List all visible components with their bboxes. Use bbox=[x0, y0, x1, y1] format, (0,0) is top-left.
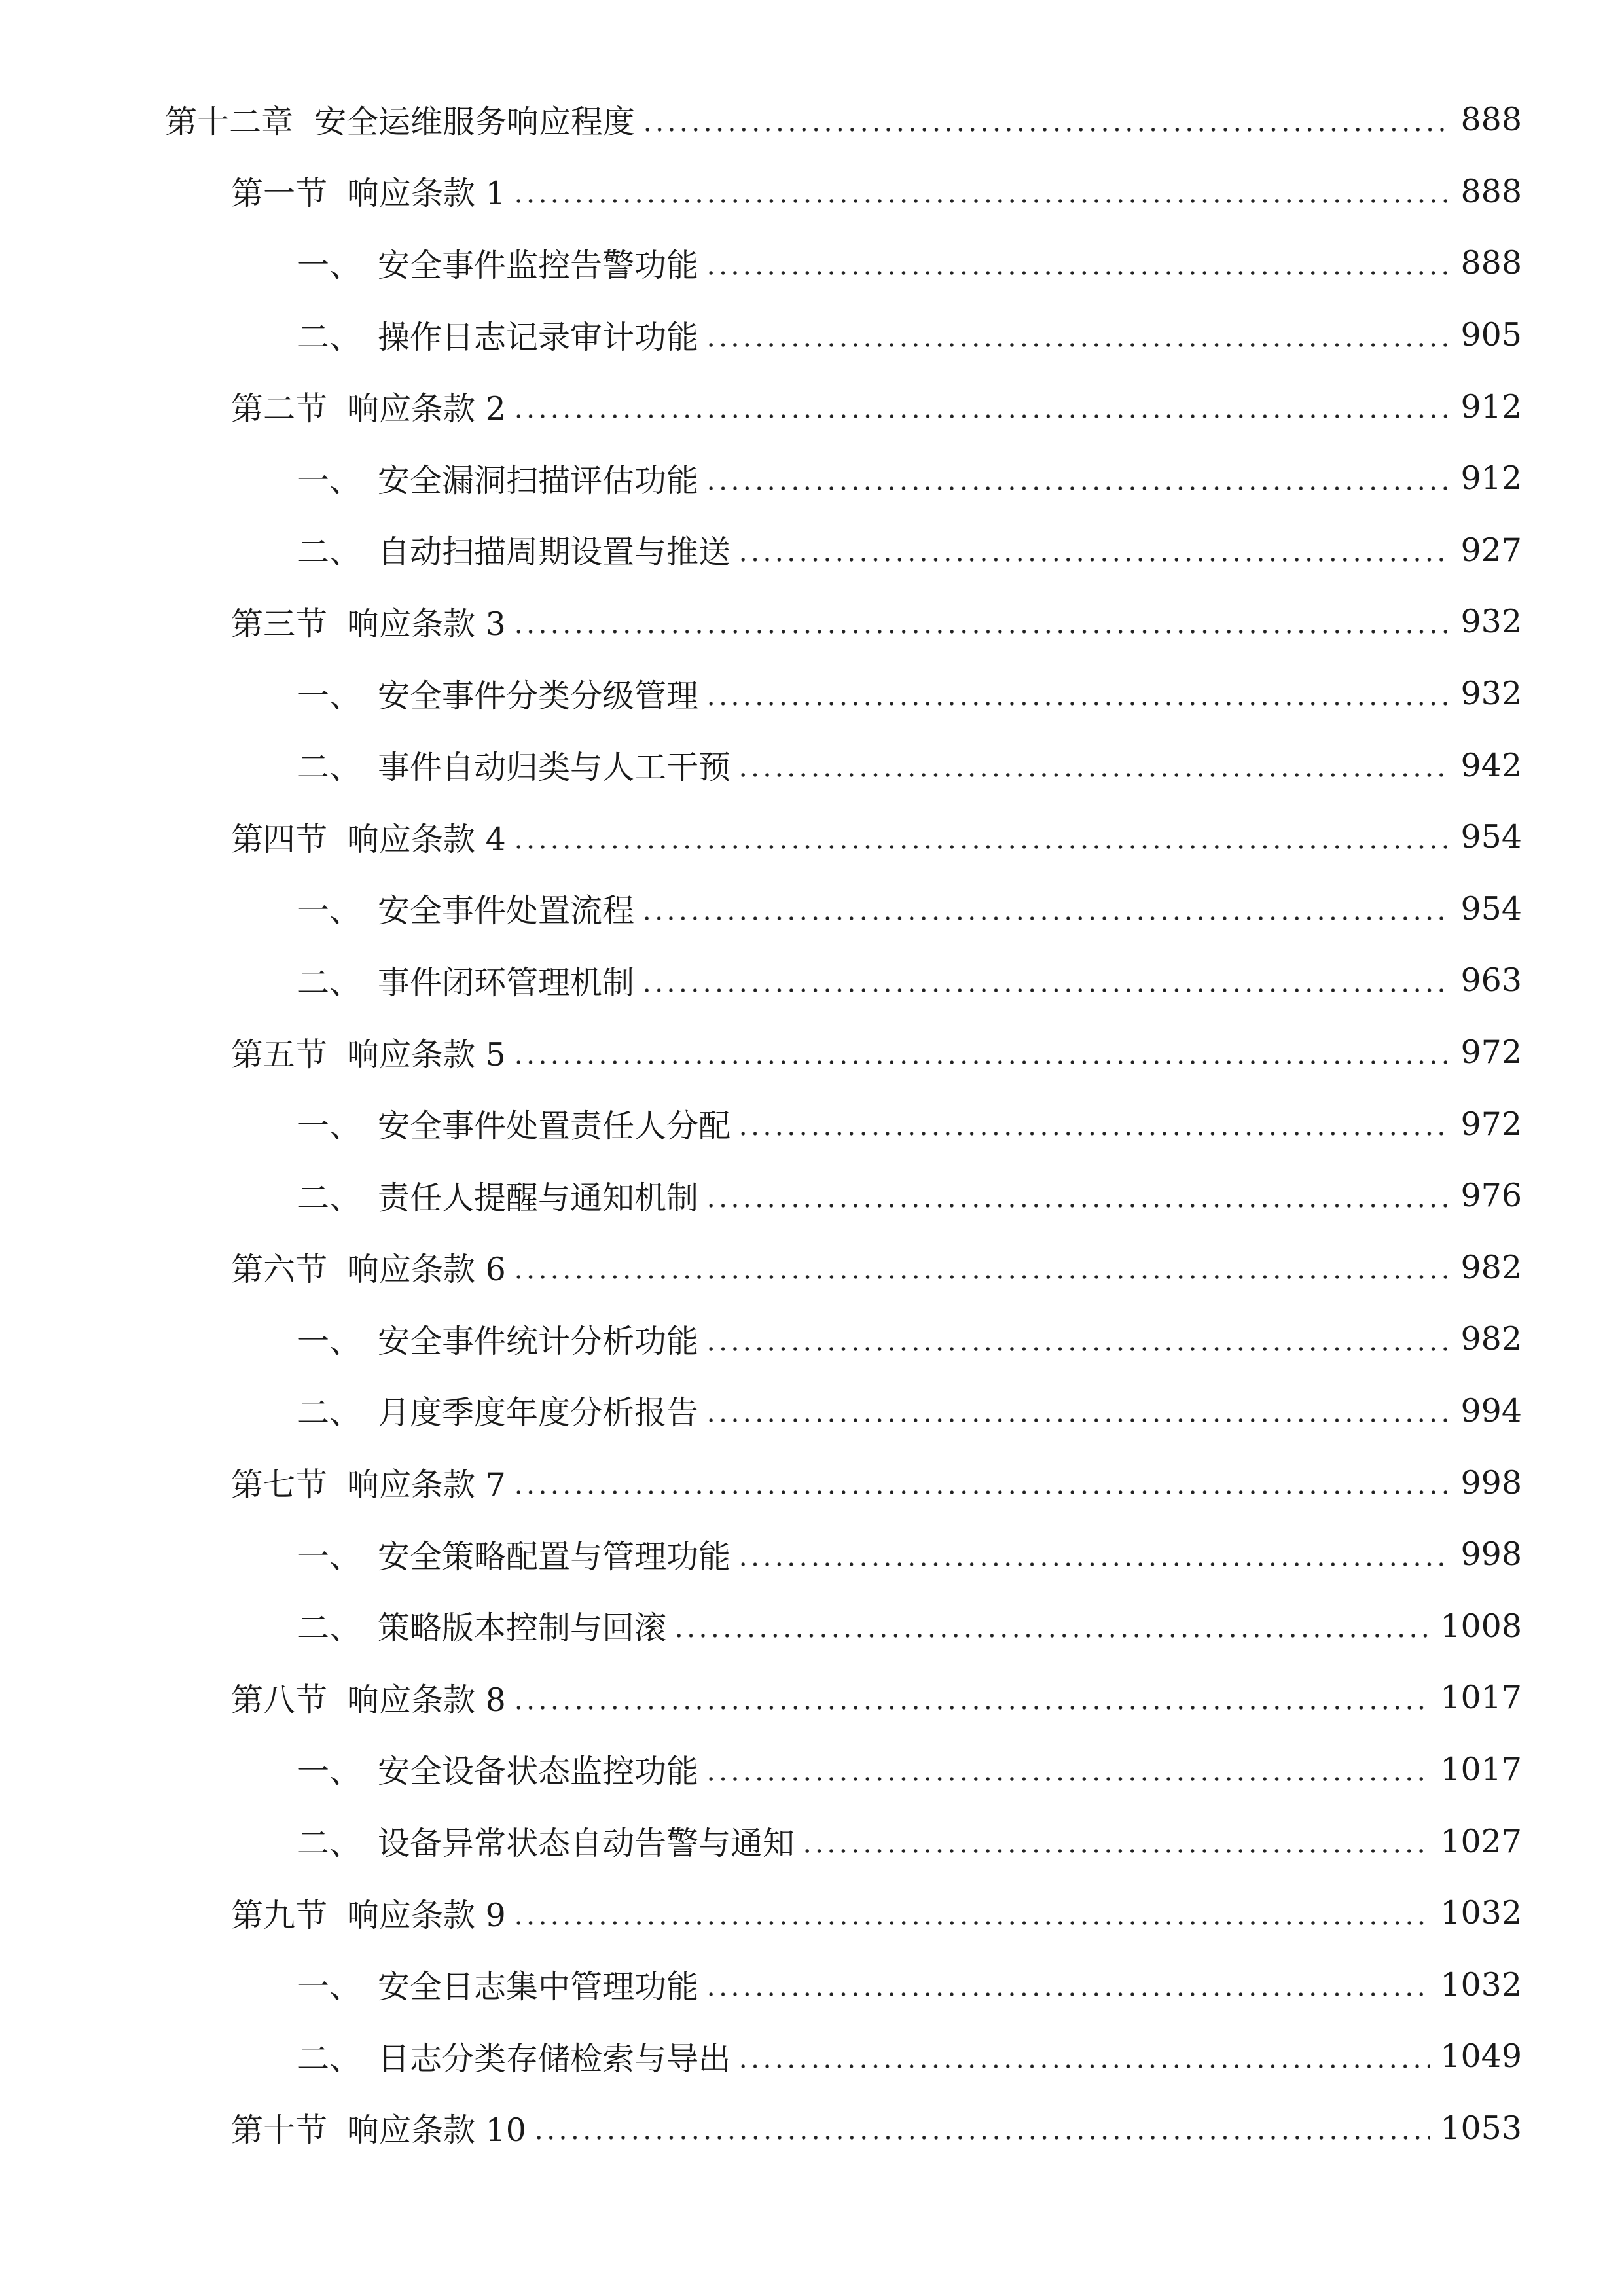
page-number: 932 bbox=[1460, 675, 1522, 713]
toc-section-entry[interactable] bbox=[0, 586, 1624, 658]
page-number: 982 bbox=[1460, 1248, 1522, 1286]
item-number: 二、 bbox=[297, 533, 362, 571]
page-number: 1017 bbox=[1440, 1750, 1522, 1788]
dot-leader bbox=[513, 1490, 1451, 1495]
item-number: 一、 bbox=[297, 1322, 362, 1360]
toc-section-entry[interactable] bbox=[0, 1016, 1624, 1088]
section-title: 响应条款 8 bbox=[347, 1681, 506, 1719]
item-title: 自动扫描周期设置与推送 bbox=[378, 533, 731, 571]
item-title: 安全事件统计分析功能 bbox=[378, 1322, 699, 1360]
toc-item-entry[interactable] bbox=[0, 299, 1624, 371]
item-title: 安全策略配置与管理功能 bbox=[378, 1537, 731, 1575]
toc-item-entry[interactable] bbox=[0, 442, 1624, 514]
page-number: 888 bbox=[1460, 244, 1522, 282]
page-number: 1008 bbox=[1440, 1607, 1522, 1645]
item-title: 事件自动归类与人工干预 bbox=[378, 749, 731, 787]
page-number: 1049 bbox=[1440, 2037, 1522, 2075]
chapter-number: 第十二章 bbox=[165, 103, 294, 141]
toc-item-entry[interactable] bbox=[0, 1805, 1624, 1877]
toc-section-entry[interactable] bbox=[0, 1446, 1624, 1518]
section-number: 第一节 bbox=[231, 175, 328, 213]
toc-item-entry[interactable] bbox=[0, 658, 1624, 730]
item-title: 安全日志集中管理功能 bbox=[378, 1968, 699, 2006]
toc-section-entry[interactable] bbox=[0, 801, 1624, 873]
dot-leader bbox=[737, 1562, 1450, 1567]
item-number: 二、 bbox=[297, 1609, 362, 1647]
item-number: 二、 bbox=[297, 2039, 362, 2077]
dot-leader bbox=[737, 557, 1450, 562]
dot-leader bbox=[513, 1274, 1451, 1280]
page-number: 927 bbox=[1460, 531, 1522, 569]
dot-leader bbox=[533, 2135, 1430, 2140]
dot-leader bbox=[705, 270, 1450, 276]
page-number: 1027 bbox=[1440, 1822, 1522, 1860]
page-number: 963 bbox=[1460, 961, 1522, 999]
section-number: 第二节 bbox=[231, 390, 328, 428]
section-number: 第六节 bbox=[231, 1251, 328, 1289]
page-number: 994 bbox=[1460, 1391, 1522, 1429]
dot-leader bbox=[705, 1992, 1430, 1997]
item-title: 安全事件处置责任人分配 bbox=[378, 1107, 731, 1145]
section-number: 第九节 bbox=[231, 1896, 328, 1934]
item-title: 安全设备状态监控功能 bbox=[378, 1753, 699, 1791]
item-title: 操作日志记录审计功能 bbox=[378, 318, 699, 356]
toc-item-entry[interactable] bbox=[0, 227, 1624, 299]
item-title: 月度季度年度分析报告 bbox=[378, 1394, 699, 1432]
item-number: 一、 bbox=[297, 1753, 362, 1791]
page-number: 932 bbox=[1460, 603, 1522, 641]
section-title: 响应条款 7 bbox=[347, 1466, 506, 1504]
dot-leader bbox=[705, 342, 1450, 348]
item-number: 一、 bbox=[297, 1537, 362, 1575]
toc-item-entry[interactable] bbox=[0, 1303, 1624, 1375]
chapter-title: 安全运维服务响应程度 bbox=[314, 103, 636, 141]
page-number: 998 bbox=[1460, 1463, 1522, 1501]
dot-leader bbox=[705, 701, 1450, 706]
item-number: 一、 bbox=[297, 1107, 362, 1145]
toc-item-entry[interactable] bbox=[0, 944, 1624, 1016]
page-number: 954 bbox=[1460, 889, 1522, 927]
item-number: 二、 bbox=[297, 1179, 362, 1217]
item-number: 一、 bbox=[297, 246, 362, 284]
toc-chapter-entry[interactable] bbox=[0, 84, 1624, 156]
toc-section-entry[interactable] bbox=[0, 370, 1624, 442]
item-number: 一、 bbox=[297, 892, 362, 930]
page-number: 976 bbox=[1460, 1177, 1522, 1215]
section-number: 第八节 bbox=[231, 1681, 328, 1719]
item-title: 安全事件分类分级管理 bbox=[378, 677, 699, 715]
toc-item-entry[interactable] bbox=[0, 1734, 1624, 1806]
page-number: 942 bbox=[1460, 746, 1522, 784]
item-number: 二、 bbox=[297, 749, 362, 787]
item-number: 一、 bbox=[297, 677, 362, 715]
page-number: 1053 bbox=[1440, 2109, 1522, 2147]
page-number: 1032 bbox=[1440, 1894, 1522, 1932]
page-number: 912 bbox=[1460, 459, 1522, 497]
dot-leader bbox=[801, 1848, 1430, 1854]
section-title: 响应条款 2 bbox=[347, 390, 506, 428]
toc-item-entry[interactable] bbox=[0, 1948, 1624, 2020]
toc-item-entry[interactable] bbox=[0, 729, 1624, 801]
page-number: 954 bbox=[1460, 818, 1522, 856]
toc-section-entry[interactable] bbox=[0, 1662, 1624, 1734]
item-title: 安全事件监控告警功能 bbox=[378, 246, 699, 284]
page-number: 888 bbox=[1460, 101, 1522, 139]
item-number: 二、 bbox=[297, 963, 362, 1001]
section-number: 第三节 bbox=[231, 605, 328, 643]
page-number: 972 bbox=[1460, 1033, 1522, 1071]
dot-leader bbox=[513, 1920, 1430, 1926]
toc-section-entry[interactable] bbox=[0, 1232, 1624, 1304]
section-title: 响应条款 4 bbox=[347, 820, 506, 858]
section-title: 响应条款 3 bbox=[347, 605, 506, 643]
toc-item-entry[interactable] bbox=[0, 2020, 1624, 2092]
toc-item-entry[interactable] bbox=[0, 1518, 1624, 1590]
section-title: 响应条款 10 bbox=[347, 2111, 526, 2149]
page-number: 905 bbox=[1460, 316, 1522, 354]
page-number: 982 bbox=[1460, 1320, 1522, 1358]
item-title: 设备异常状态自动告警与通知 bbox=[378, 1825, 795, 1863]
dot-leader bbox=[737, 772, 1450, 778]
dot-leader bbox=[513, 198, 1451, 204]
dot-leader bbox=[705, 1346, 1450, 1352]
page-number: 1017 bbox=[1440, 1679, 1522, 1717]
toc-section-entry[interactable] bbox=[0, 1877, 1624, 1949]
item-number: 一、 bbox=[297, 461, 362, 499]
page-number: 912 bbox=[1460, 387, 1522, 425]
dot-leader bbox=[513, 414, 1451, 419]
dot-leader bbox=[705, 486, 1450, 491]
section-title: 响应条款 6 bbox=[347, 1251, 506, 1289]
page-number: 998 bbox=[1460, 1535, 1522, 1573]
dot-leader bbox=[513, 844, 1451, 850]
dot-leader bbox=[641, 127, 1450, 132]
item-title: 策略版本控制与回滚 bbox=[378, 1609, 667, 1647]
section-title: 响应条款 5 bbox=[347, 1035, 506, 1073]
dot-leader bbox=[641, 916, 1450, 921]
toc-item-entry[interactable] bbox=[0, 1590, 1624, 1662]
toc-section-entry[interactable] bbox=[0, 156, 1624, 228]
dot-leader bbox=[705, 1203, 1450, 1208]
section-number: 第七节 bbox=[231, 1466, 328, 1504]
dot-leader bbox=[737, 2064, 1430, 2069]
section-title: 响应条款 9 bbox=[347, 1896, 506, 1934]
page-number: 1032 bbox=[1440, 1965, 1522, 2003]
item-title: 日志分类存储检索与导出 bbox=[378, 2039, 731, 2077]
section-number: 第十节 bbox=[231, 2111, 328, 2149]
toc-item-entry[interactable] bbox=[0, 1088, 1624, 1160]
item-number: 一、 bbox=[297, 1968, 362, 2006]
dot-leader bbox=[737, 1131, 1450, 1136]
toc-item-entry[interactable] bbox=[0, 873, 1624, 945]
item-number: 二、 bbox=[297, 1825, 362, 1863]
item-title: 事件闭环管理机制 bbox=[378, 963, 635, 1001]
table-of-contents bbox=[0, 84, 1624, 2164]
toc-item-entry[interactable] bbox=[0, 1375, 1624, 1447]
dot-leader bbox=[513, 629, 1451, 634]
dot-leader bbox=[705, 1776, 1430, 1782]
toc-item-entry[interactable] bbox=[0, 514, 1624, 586]
section-number: 第五节 bbox=[231, 1035, 328, 1073]
item-title: 安全漏洞扫描评估功能 bbox=[378, 461, 699, 499]
page-number: 972 bbox=[1460, 1105, 1522, 1143]
toc-section-entry[interactable] bbox=[0, 2092, 1624, 2164]
dot-leader bbox=[705, 1418, 1450, 1423]
dot-leader bbox=[673, 1633, 1430, 1638]
dot-leader bbox=[513, 1705, 1430, 1710]
item-title: 安全事件处置流程 bbox=[378, 892, 635, 930]
item-number: 二、 bbox=[297, 318, 362, 356]
dot-leader bbox=[513, 1060, 1451, 1065]
page-number: 888 bbox=[1460, 172, 1522, 210]
item-number: 二、 bbox=[297, 1394, 362, 1432]
section-number: 第四节 bbox=[231, 820, 328, 858]
dot-leader bbox=[641, 988, 1450, 993]
section-title: 响应条款 1 bbox=[347, 175, 506, 213]
item-title: 责任人提醒与通知机制 bbox=[378, 1179, 699, 1217]
toc-item-entry[interactable] bbox=[0, 1160, 1624, 1232]
